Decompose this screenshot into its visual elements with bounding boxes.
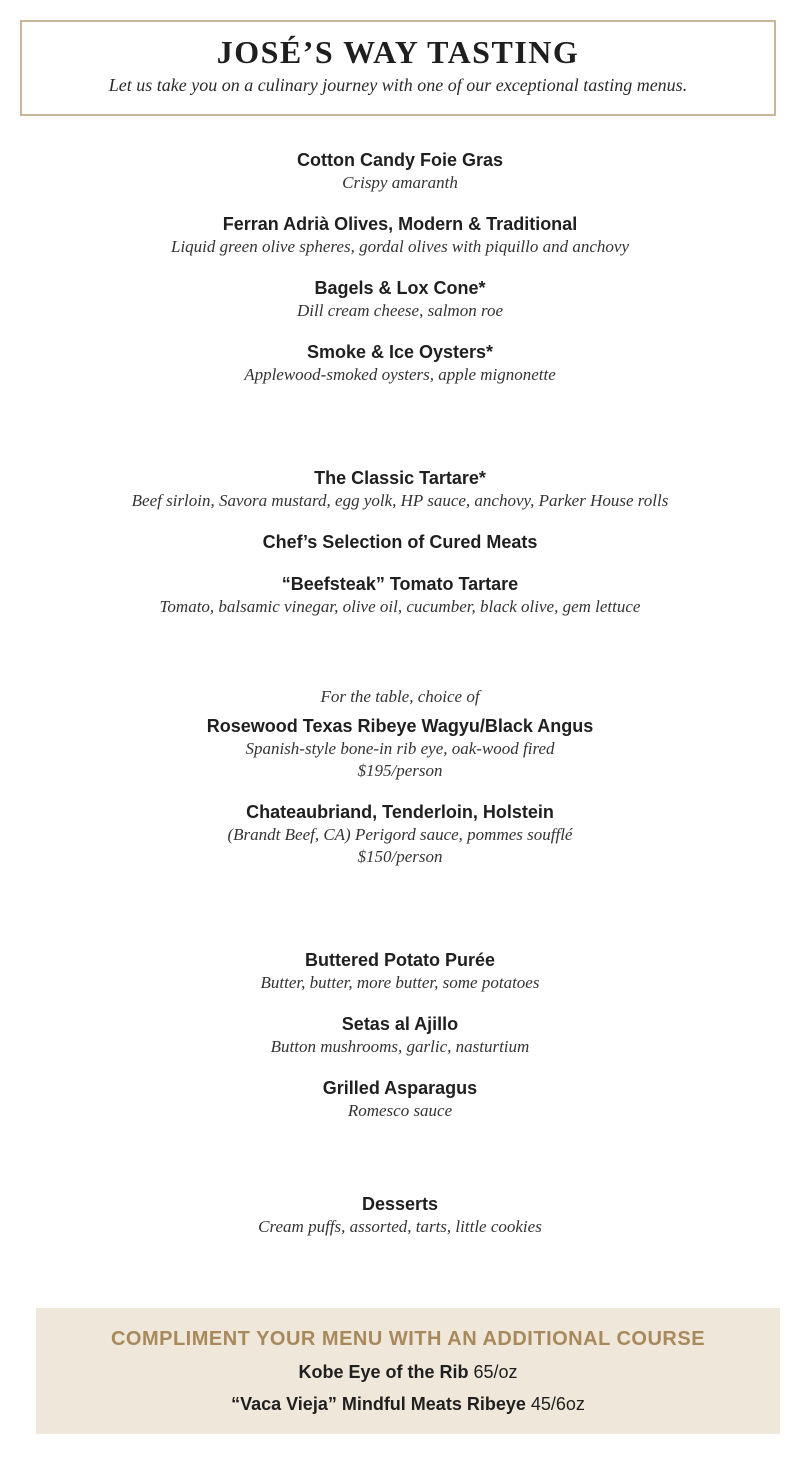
course-section-sides — [0, 948, 800, 1122]
additional-item-name: “Vaca Vieja” Mindful Meats Ribeye — [231, 1394, 526, 1414]
menu-item — [0, 340, 800, 386]
menu-header — [20, 20, 776, 116]
item-description: Dill cream cheese, salmon roe — [297, 301, 503, 320]
item-description: Applewood-smoked oysters, apple mignonette — [244, 365, 556, 384]
menu-item — [0, 800, 800, 868]
item-name: The Classic Tartare* — [314, 468, 486, 488]
item-description: Tomato, balsamic vinegar, olive oil, cucumber, black olive, gem lettuce — [159, 597, 641, 616]
item-name: Cotton Candy Foie Gras — [296, 150, 503, 170]
menu-item — [0, 212, 800, 258]
menu-subtitle: Let us take you on a culinary journey with one of our exceptional tasting menus. — [108, 75, 688, 95]
item-description: Button mushrooms, garlic, nasturtium — [270, 1037, 530, 1056]
menu-item — [0, 1192, 800, 1238]
item-name: Chateaubriand, Tenderloin, Holstein — [246, 802, 554, 822]
course-section-starters — [0, 148, 800, 386]
item-description: Beef sirloin, Savora mustard, egg yolk, HP sauce, anchovy, Parker House rolls — [131, 491, 669, 510]
item-name: Smoke & Ice Oysters* — [306, 342, 494, 362]
menu-item — [0, 714, 800, 782]
menu-item — [0, 572, 800, 618]
menu-item — [0, 1076, 800, 1122]
item-price: $195/person — [357, 761, 443, 780]
additional-course-title: COMPLIMENT YOUR MENU WITH AN ADDITIONAL COURSE — [110, 1328, 706, 1350]
item-name: Rosewood Texas Ribeye Wagyu/Black Angus — [206, 716, 594, 736]
item-name: Buttered Potato Purée — [304, 950, 496, 970]
item-name: Grilled Asparagus — [322, 1078, 478, 1098]
menu-item — [0, 466, 800, 512]
item-name: Ferran Adrià Olives, Modern & Traditional — [222, 214, 578, 234]
additional-course-item — [36, 1392, 780, 1416]
menu-title: JOSÉ’S WAY TASTING — [216, 34, 580, 70]
course-section-tartares — [0, 466, 800, 618]
item-description: Liquid green olive spheres, gordal olives with piquillo and anchovy — [171, 237, 629, 256]
menu-item — [0, 948, 800, 994]
item-name: Chef’s Selection of Cured Meats — [262, 532, 538, 552]
item-price: $150/person — [357, 847, 443, 866]
section-note: For the table, choice of — [320, 687, 480, 706]
additional-course-panel — [36, 1308, 780, 1434]
item-description: Crispy amaranth — [342, 173, 458, 192]
item-description: Spanish-style bone-in rib eye, oak-wood fired — [245, 739, 555, 758]
item-name: Desserts — [361, 1194, 439, 1214]
additional-course-item — [36, 1360, 780, 1384]
item-description: (Brandt Beef, CA) Perigord sauce, pommes soufflé — [227, 825, 573, 844]
additional-item-price: 65/oz — [473, 1362, 518, 1382]
menu-item — [0, 1012, 800, 1058]
course-section-desserts — [0, 1192, 800, 1238]
item-description: Cream puffs, assorted, tarts, little cookies — [258, 1217, 542, 1236]
additional-item-name: Kobe Eye of the Rib — [298, 1362, 469, 1382]
item-name: Setas al Ajillo — [341, 1014, 459, 1034]
course-section-mains — [0, 686, 800, 868]
menu-item — [0, 276, 800, 322]
menu-item — [0, 530, 800, 554]
additional-item-price: 45/6oz — [530, 1394, 585, 1414]
item-description: Romesco sauce — [347, 1101, 453, 1120]
menu-item — [0, 148, 800, 194]
item-description: Butter, butter, more butter, some potatoes — [260, 973, 540, 992]
item-name: “Beefsteak” Tomato Tartare — [281, 574, 519, 594]
item-name: Bagels & Lox Cone* — [314, 278, 486, 298]
